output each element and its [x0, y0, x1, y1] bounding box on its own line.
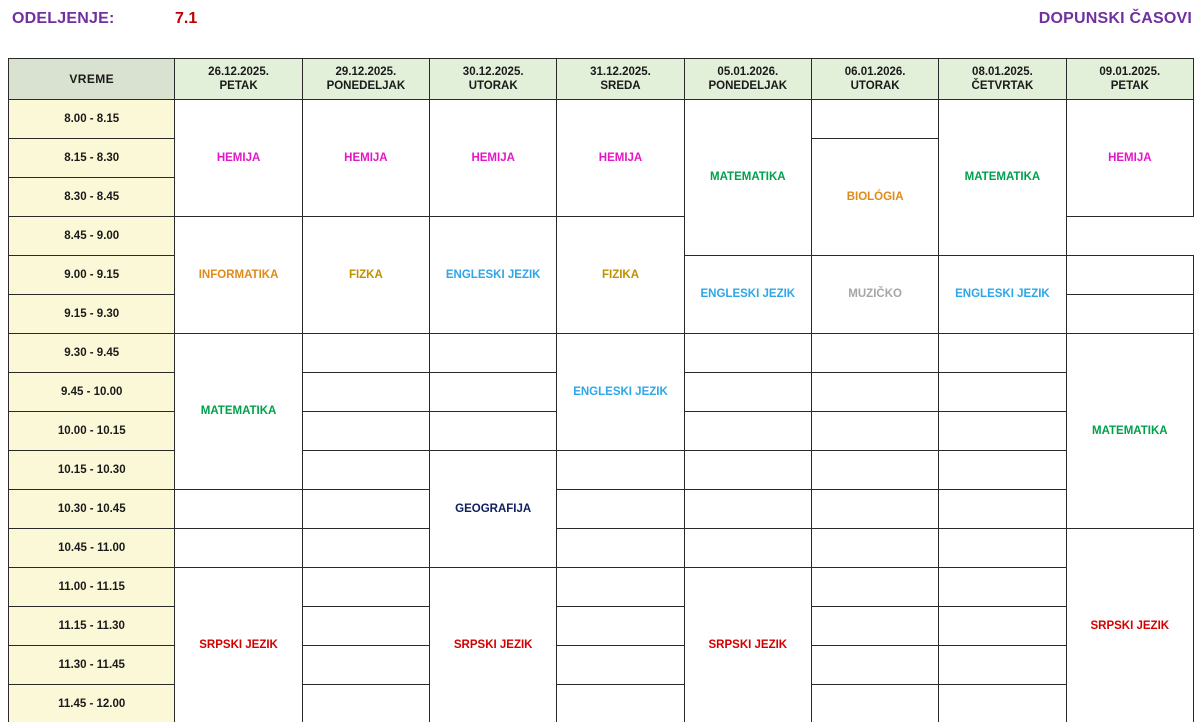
lesson-cell[interactable]: ENGLESKI JEZIK	[684, 256, 811, 334]
lesson-cell[interactable]: FIZKA	[302, 217, 429, 334]
table-row	[9, 100, 1194, 139]
lesson-cell[interactable]: ENGLESKI JEZIK	[430, 217, 557, 334]
table-row	[9, 490, 1194, 529]
lesson-cell[interactable]	[811, 334, 938, 373]
lesson-cell[interactable]	[302, 568, 429, 607]
lesson-cell[interactable]: SRPSKI JEZIK	[430, 568, 557, 722]
time-cell: 8.15 - 8.30	[9, 139, 175, 178]
column-header-day-1	[302, 59, 429, 100]
lesson-cell[interactable]	[939, 529, 1066, 568]
lesson-cell[interactable]	[302, 490, 429, 529]
lesson-cell[interactable]	[302, 451, 429, 490]
day-date: 26.12.2025.	[208, 66, 269, 78]
lesson-cell[interactable]	[939, 646, 1066, 685]
lesson-cell[interactable]	[811, 607, 938, 646]
day-date: 29.12.2025.	[335, 66, 397, 78]
column-header-day-2	[430, 59, 557, 100]
lesson-cell[interactable]	[302, 607, 429, 646]
lesson-cell[interactable]	[1066, 256, 1193, 295]
lesson-cell[interactable]	[557, 529, 684, 568]
lesson-cell[interactable]: GEOGRAFIJA	[430, 451, 557, 568]
day-date: 08.01.2025.	[972, 66, 1033, 78]
lesson-cell[interactable]	[811, 373, 938, 412]
lesson-cell[interactable]: ENGLESKI JEZIK	[557, 334, 684, 451]
lesson-cell[interactable]	[684, 529, 811, 568]
column-header-day-4	[684, 59, 811, 100]
lesson-cell[interactable]	[939, 412, 1066, 451]
lesson-cell[interactable]: SRPSKI JEZIK	[175, 568, 302, 722]
lesson-cell[interactable]	[684, 334, 811, 373]
lesson-cell[interactable]: SRPSKI JEZIK	[1066, 529, 1193, 722]
day-date: 30.12.2025.	[462, 66, 524, 78]
time-cell: 11.15 - 11.30	[9, 607, 175, 646]
lesson-cell[interactable]	[939, 490, 1066, 529]
lesson-cell[interactable]: HEMIJA	[302, 100, 429, 217]
day-date: 06.01.2026.	[844, 66, 906, 78]
column-header-day-0	[175, 59, 302, 100]
time-cell: 10.45 - 11.00	[9, 529, 175, 568]
lesson-cell[interactable]	[939, 685, 1066, 722]
time-cell: 9.30 - 9.45	[9, 334, 175, 373]
time-cell: 10.00 - 10.15	[9, 412, 175, 451]
day-date: 09.01.2025.	[1099, 66, 1161, 78]
lesson-cell[interactable]	[557, 646, 684, 685]
time-cell: 11.00 - 11.15	[9, 568, 175, 607]
lesson-cell[interactable]	[684, 490, 811, 529]
lesson-cell[interactable]	[811, 490, 938, 529]
column-header-day-7	[1066, 59, 1193, 100]
lesson-cell[interactable]: ENGLESKI JEZIK	[939, 256, 1066, 334]
lesson-cell[interactable]: MATEMATIKA	[175, 334, 302, 490]
day-date: 31.12.2025.	[590, 66, 651, 78]
lesson-cell[interactable]	[939, 373, 1066, 412]
day-name: PONEDELJAK	[708, 80, 788, 92]
lesson-cell[interactable]	[557, 685, 684, 722]
lesson-cell[interactable]	[302, 529, 429, 568]
lesson-cell[interactable]	[175, 490, 302, 529]
lesson-cell[interactable]	[557, 451, 684, 490]
lesson-cell[interactable]	[430, 412, 557, 451]
day-name: PETAK	[1110, 80, 1149, 92]
day-name: PETAK	[219, 80, 258, 92]
column-header-day-3	[557, 59, 684, 100]
lesson-cell[interactable]	[811, 646, 938, 685]
lesson-cell[interactable]: SRPSKI JEZIK	[684, 568, 811, 722]
page-title: DOPUNSKI ČASOVI	[1038, 10, 1192, 27]
time-cell: 10.30 - 10.45	[9, 490, 175, 529]
lesson-cell[interactable]	[302, 646, 429, 685]
lesson-cell[interactable]	[939, 334, 1066, 373]
lesson-cell[interactable]: MATEMATIKA	[1066, 334, 1193, 529]
lesson-cell[interactable]	[175, 529, 302, 568]
lesson-cell[interactable]: INFORMATIKA	[175, 217, 302, 334]
time-cell: 9.45 - 10.00	[9, 373, 175, 412]
lesson-cell[interactable]	[811, 685, 938, 722]
lesson-cell[interactable]	[811, 568, 938, 607]
table-row	[9, 529, 1194, 568]
lesson-cell[interactable]: MATEMATIKA	[684, 100, 811, 256]
lesson-cell[interactable]	[302, 685, 429, 722]
lesson-cell[interactable]	[811, 529, 938, 568]
class-value: 7.1	[175, 10, 198, 27]
schedule-table	[8, 58, 1194, 722]
day-name: UTORAK	[468, 80, 518, 92]
lesson-cell[interactable]: MUZIČKO	[811, 256, 938, 334]
day-name: PONEDELJAK	[326, 80, 406, 92]
lesson-cell[interactable]: HEMIJA	[175, 100, 302, 217]
column-header-day-6	[939, 59, 1066, 100]
table-row	[9, 334, 1194, 373]
lesson-cell[interactable]: FIZIKA	[557, 217, 684, 334]
table-row	[9, 568, 1194, 607]
lesson-cell[interactable]	[811, 100, 938, 139]
class-label: ODELJENJE:	[12, 10, 115, 27]
page-header	[0, 8, 1202, 36]
lesson-cell[interactable]: HEMIJA	[430, 100, 557, 217]
lesson-cell[interactable]	[302, 412, 429, 451]
lesson-cell[interactable]	[684, 451, 811, 490]
lesson-cell[interactable]: MATEMATIKA	[939, 100, 1066, 256]
lesson-cell[interactable]	[430, 373, 557, 412]
lesson-cell[interactable]: HEMIJA	[557, 100, 684, 217]
day-name: ČETVRTAK	[971, 80, 1034, 92]
time-cell: 8.45 - 9.00	[9, 217, 175, 256]
time-cell: 10.15 - 10.30	[9, 451, 175, 490]
lesson-cell[interactable]	[430, 334, 557, 373]
lesson-cell[interactable]	[684, 373, 811, 412]
time-cell: 9.00 - 9.15	[9, 256, 175, 295]
lesson-cell[interactable]	[939, 607, 1066, 646]
lesson-cell[interactable]	[684, 412, 811, 451]
lesson-cell[interactable]	[557, 490, 684, 529]
lesson-cell[interactable]: BIOLÓGIA	[811, 139, 938, 256]
lesson-cell[interactable]	[1066, 295, 1193, 334]
lesson-cell[interactable]	[557, 568, 684, 607]
day-name: UTORAK	[850, 80, 900, 92]
lesson-cell[interactable]	[302, 334, 429, 373]
lesson-cell[interactable]	[939, 568, 1066, 607]
time-cell: 11.45 - 12.00	[9, 685, 175, 722]
lesson-cell[interactable]	[811, 412, 938, 451]
time-cell: 8.30 - 8.45	[9, 178, 175, 217]
column-header-time: VREME	[9, 59, 175, 100]
lesson-cell[interactable]	[302, 373, 429, 412]
time-cell: 8.00 - 8.15	[9, 100, 175, 139]
lesson-cell[interactable]	[939, 451, 1066, 490]
lesson-cell[interactable]	[811, 451, 938, 490]
time-cell: 9.15 - 9.30	[9, 295, 175, 334]
lesson-cell[interactable]: HEMIJA	[1066, 100, 1193, 217]
table-header-row	[9, 59, 1194, 100]
time-cell: 11.30 - 11.45	[9, 646, 175, 685]
day-name: SREDA	[600, 80, 641, 92]
lesson-cell[interactable]	[557, 607, 684, 646]
day-date: 05.01.2026.	[717, 66, 779, 78]
column-header-day-5	[811, 59, 938, 100]
